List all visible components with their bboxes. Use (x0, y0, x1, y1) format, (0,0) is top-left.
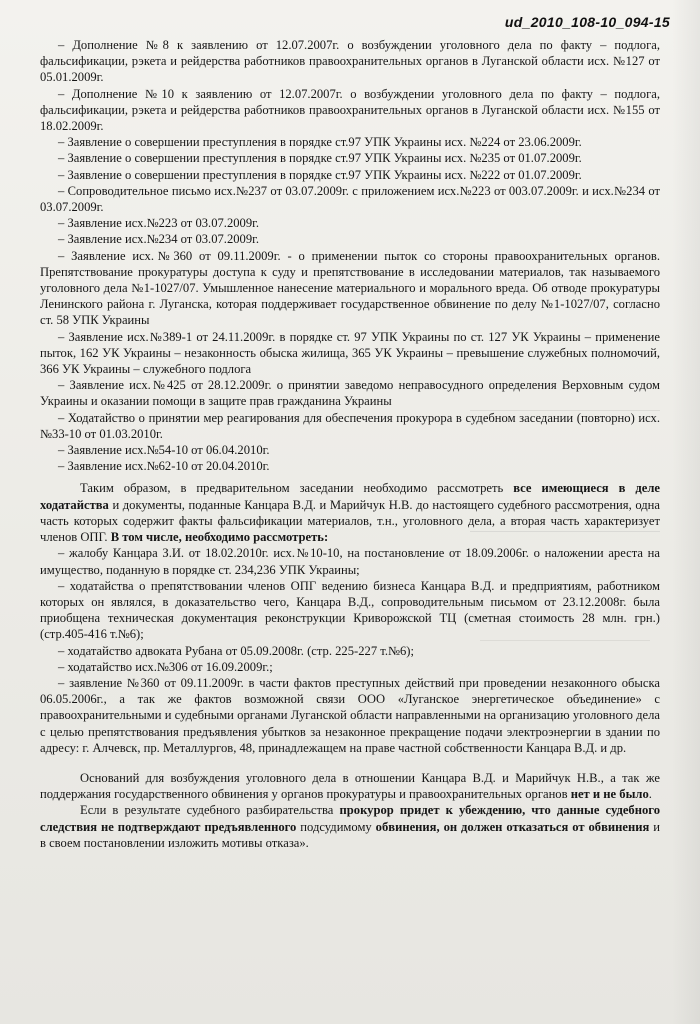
sub-list-item: – ходатайство исх.№306 от 16.09.2009г.; (58, 659, 273, 674)
list-item: – Заявление о совершении преступления в порядке ст.97 УПК Украины исх. №235 от 01.07.2009г. (58, 151, 582, 166)
sub-list-item: – жалобу Канцара З.И. от 18.02.2010г. исх.№10-10, на постановление от 18.09.2006г. о наложении ареста на имущество, поданную в порядке ст. 234,236 УПК Украины; (40, 546, 660, 577)
list-item: – Ходатайство о принятии мер реагирования для обеспечения прокурора в судебном заседании (повторно) исх.№33-10 от 01.03.2010г. (40, 410, 660, 441)
paragraph-text: подсудимому (296, 819, 376, 834)
page-edge-shadow (672, 0, 700, 1024)
paragraph-text: Оснований для возбуждения уголовного дела в отношении Канцара В.Д. и Марийчук Н.В., а так же поддержания государственного обвинения у органов прокуратуры и правоохранительных органов (40, 770, 660, 802)
list-item: – Дополнение №10 к заявлению от 12.07.2007г. о возбуждении уголовного дела по факту – подлога, фальсификации, рэкета и рейдерства работников правоохранительных органов в Луганской области исх. №155 от 18.02.2009г. (40, 86, 660, 134)
list-item: – Заявление исх.№425 от 28.12.2009г. о принятии заведомо неправосудного определения Верховным судом Украины и оказании помощи в защите прав гражданина Украины (40, 378, 660, 409)
document-id: ud_2010_108-10_094-15 (504, 14, 670, 30)
list-item: – Сопроводительное письмо исх.№237 от 03.07.2009г. с приложением исх.№223 от 003.07.2009г. и исх.№234 от 03.07.2009г. (40, 183, 660, 215)
list-item: – Заявление о совершении преступления в порядке ст.97 УПК Украины исх. №222 от 01.07.2009г. (58, 167, 582, 182)
paragraph-text: Таким образом, в предварительном заседании необходимо рассмотреть (80, 481, 514, 496)
sub-list-item: – заявление №360 от 09.11.2009г. в части фактов преступных действий при проведении незаконного обыска 06.05.2006г., а так же фактов возможной связи ООО «Луганское энергетическое объединение» с правоохранительными и судебными органами Луганской области направленными на организацию уголовного дела с целью препятствования предъявления убытков за незаконное прекращение подачи электроэнергии в здании по адресу: г. Алчевск, пр. Металлургов, 48, принадлежащем на праве частной собственности Канцара В.Д. и др. (40, 675, 660, 755)
paragraph-conclusion (40, 480, 660, 545)
list-item: – Заявление исх.№54-10 от 06.04.2010г. (58, 443, 270, 458)
sub-list-item: – ходатайство адвоката Рубана от 05.09.2008г. (стр. 225-227 т.№6); (58, 643, 414, 658)
document-body (40, 37, 660, 851)
paragraph-text: Если в результате судебного разбирательства (80, 803, 340, 818)
emphasis-text: обвинения, он должен отказаться от обвинения (375, 819, 650, 834)
spacer (40, 756, 660, 770)
emphasis-text: нет и не было (570, 787, 649, 802)
paragraph-grounds (40, 770, 660, 802)
list-item: – Заявление исх.№62-10 от 20.04.2010г. (58, 459, 270, 474)
paragraph-prosecutor (40, 802, 660, 851)
list-item: – Заявление исх.№389-1 от 24.11.2009г. в порядке ст. 97 УПК Украины по ст. 127 УК Украины – применение пыток, 162 УК Украины – незаконность обыска жилища, 365 УК Украины – превышение служебных полномочий, 366 УК Украины – служебного подлога (40, 329, 660, 377)
sub-list-item: – ходатайства о препятствовании членов ОПГ ведению бизнеса Канцара В.Д. и предприятиям, работником которых он являлся, в доказательство чего, Канцара В.Д., сопроводительным письмом от 23.12.2008г. была приобщена техническая документация реконструкции Криворожской ТЦ (сметная стоимость 28 млн. грн.) (стр.405-416 т.№6); (40, 578, 660, 642)
list-item: – Заявление исх.№234 от 03.07.2009г. (58, 232, 260, 247)
list-item: – Заявление исх.№223 от 03.07.2009г. (58, 216, 260, 231)
paragraph-text: и в своем постановлении изложить мотивы отказа». (40, 819, 661, 850)
list-item: – Заявление о совершении преступления в порядке ст.97 УПК Украины исх. №224 от 23.06.2009г. (58, 135, 582, 150)
paragraph-text: . (648, 787, 652, 802)
paragraph-text: и документы, поданные Канцара В.Д. и Марийчук Н.В. до настоящего судебного рассмотрения, одна часть которых содержит факты фальсификации материалов, т.н., уголовного дела, а вторая часть характеризует членов ОПГ. (40, 497, 660, 545)
emphasis-text: все имеющиеся в деле ходатайства (40, 481, 661, 512)
emphasis-text: прокурор придет к убеждению, что данные судебного следствия не подтверждают предъявленного (40, 803, 660, 834)
list-item: – Заявление исх.№360 от 09.11.2009г. - о применении пыток со стороны правоохранительных органов. Препятствование прокуратуры доступа к суду и препятствование в исследовании материалов, так называемого уголовного дела №1-1027/07. Умышленное нанесение материального и морального вреда. Об отводе прокуратуры Ленинского района г. Луганска, которая поддерживает государственное обвинение по делу №1-1027/07, согласно ст. 58 УПК Украины (40, 248, 660, 328)
emphasis-text: В том числе, необходимо рассмотреть: (110, 530, 329, 545)
list-item: – Дополнение №8 к заявлению от 12.07.2007г. о возбуждении уголовного дела по факту – подлога, фальсификации, рэкета и рейдерства работников правоохранительных органов в Луганской области исх. №127 от 05.01.2009г. (40, 38, 660, 85)
